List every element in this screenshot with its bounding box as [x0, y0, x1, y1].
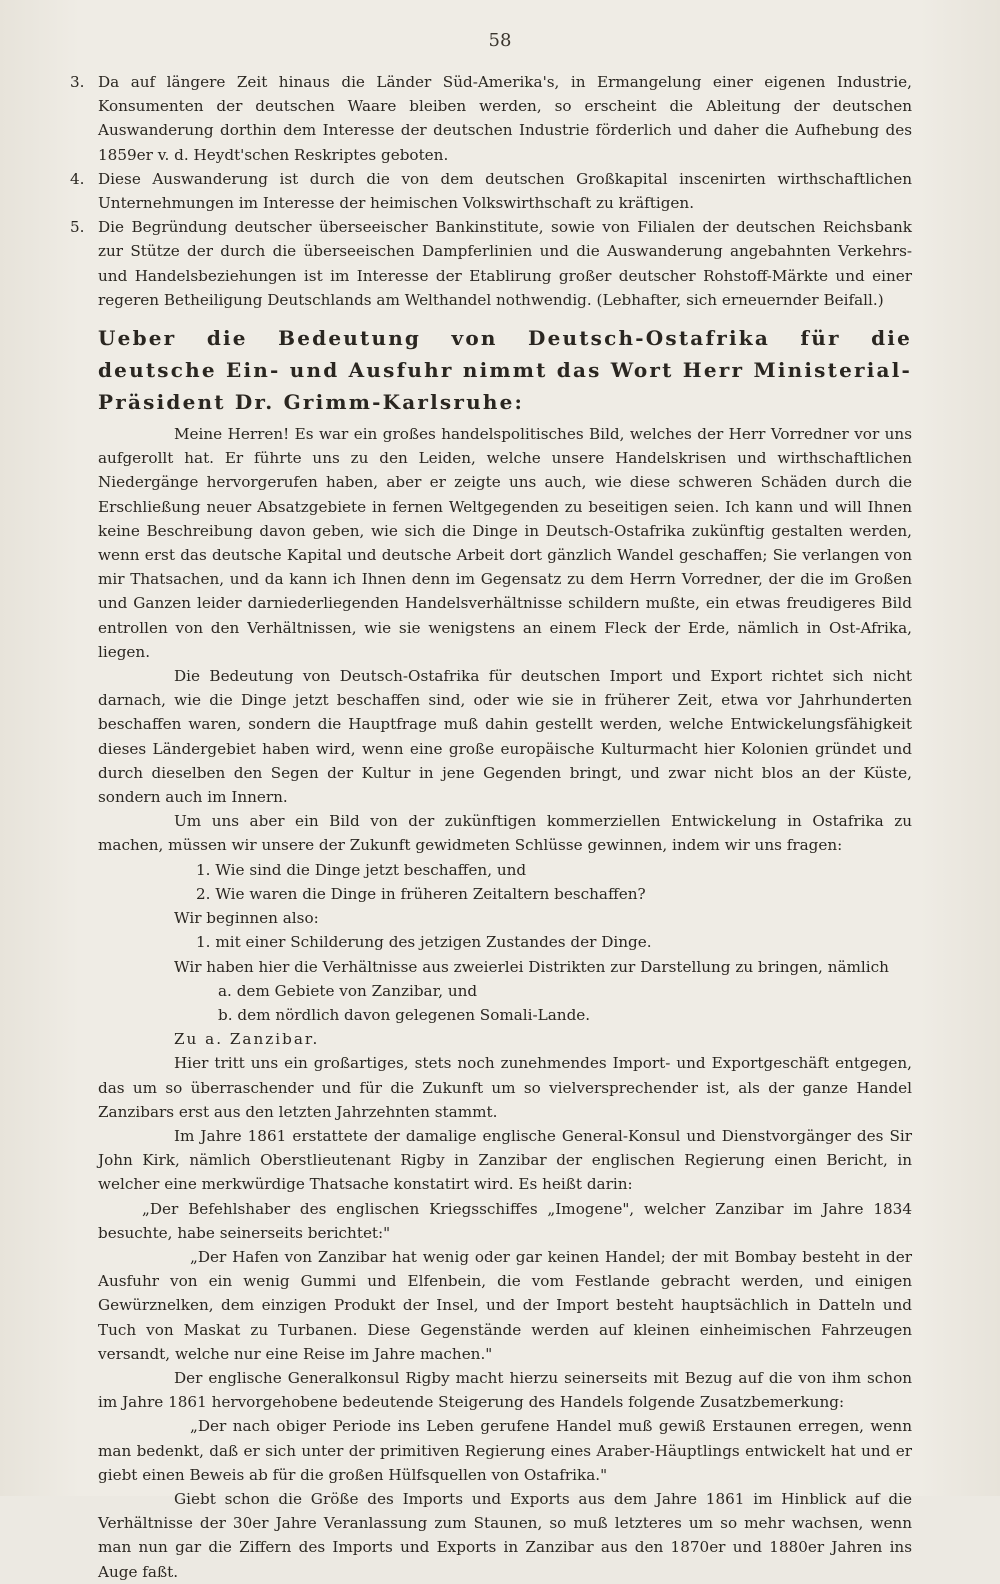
item-number: 5. — [70, 218, 85, 237]
question-item: 2. Wie waren die Dinge in früheren Zeitaltern beschaffen? — [196, 884, 646, 903]
item-text: Da auf längere Zeit hinaus die Länder Süd-Amerika's, in Ermangelung einer eigenen Industrie, Konsumenten der deutschen Waare bleiben werden, so erscheint die Ableitung der deutschen Auswanderung dorthin dem Interesse der deutschen Industrie förderlich und daher die Aufhebung des 1859er v. d. Heydt'schen Reskriptes geboten. — [98, 73, 912, 164]
item-number: 4. — [70, 169, 85, 188]
list-item — [70, 167, 912, 215]
paragraph: Hier tritt uns ein großartiges, stets noch zunehmendes Import- und Exportgeschäft entgegen, das um so überraschender und für die Zukunft um so vielversprechender ist, als der ganze Handel Zanzibars erst aus den letzten Jahrzehnten stammt. — [98, 1054, 912, 1121]
list-item — [70, 215, 912, 312]
list-item: a. dem Gebiete von Zanzibar, und — [218, 981, 478, 1000]
page-content — [70, 70, 912, 1584]
paragraph: Giebt schon die Größe des Imports und Exports aus dem Jahre 1861 im Hinblick auf die Verhältnisse der 30er Jahre Veranlassung zum Staunen, so muß letzteres um so mehr wachsen, wenn man nun gar die Ziffern des Imports und Exports in Zanzibar aus den 1870er und 1880er Jahren ins Auge faßt. — [98, 1489, 912, 1581]
paragraph: Im Jahre 1861 erstattete der damalige englische General-Konsul und Dienstvorgänger des Sir John Kirk, nämlich Oberstlieutenant Rigby in Zanzibar der englischen Regierung einen Bericht, in welcher eine merkwürdige Thatsache konstatirt wird. Es heißt darin: — [98, 1126, 912, 1194]
page-number: 58 — [488, 30, 512, 51]
list-item: b. dem nördlich davon gelegenen Somali-Lande. — [218, 1005, 591, 1024]
item-number: 3. — [70, 73, 85, 91]
list-item — [70, 70, 912, 167]
quote: „Der Hafen von Zanzibar hat wenig oder gar keinen Handel; der mit Bombay besteht in der Ausfuhr von ein wenig Gummi und Elfenbein, die vom Festlande gebracht werden, und einigen Gewürznelken, dem einzigen Produkt der Insel, und der Import besteht hauptsächlich in Datteln und Tuch von Maskat zu Turbanen. Diese Gegenstände werden auf kleinen einheimischen Fahrzeugen versandt, welche nur eine Reise im Jahre machen." — [98, 1247, 912, 1363]
item-text: Die Begründung deutscher überseeischer Bankinstitute, sowie von Filialen der deutschen Reichsbank zur Stütze der durch die überseeischen Dampferlinien und die Auswanderung angebahnten Verkehrs- und Handelsbeziehungen ist im Interesse der Etablirung großer deutscher Rohstoff-Märkte und einer regeren Betheiligung Deutschlands am Welthandel nothwendig. (Lebhafter, sich erneuernder Beifall.) — [98, 218, 912, 309]
quote: „Der Befehlshaber des englischen Kriegsschiffes „Imogene", welcher Zanzibar im Jahre 1834 besuchte, habe seinerseits berichtet:" — [98, 1199, 912, 1242]
paragraph: Der englische Generalkonsul Rigby macht hierzu seinerseits mit Bezug auf die von ihm schon im Jahre 1861 hervorgehobene bedeutende Steigerung des Handels folgende Zusatzbemerkung: — [98, 1368, 912, 1412]
paragraph: Wir beginnen also: — [174, 909, 319, 928]
subheading: Zu a. Zanzibar. — [174, 1030, 320, 1049]
paragraph: Um uns aber ein Bild von der zukünftigen kommerziellen Entwickelung in Ostafrika zu machen, müssen wir unsere der Zukunft gewidmeten Schlüsse gewinnen, indem wir uns fragen: — [98, 812, 912, 855]
question-item: 1. Wie sind die Dinge jetzt beschaffen, und — [196, 860, 527, 879]
paragraph: Meine Herren! Es war ein großes handelspolitisches Bild, welches der Herr Vorredner vor uns aufgerollt hat. Er führte uns zu den Leiden, welche unsere Handelskrisen und wirthschaftlichen Niedergänge hervorgerufen haben, aber er zeigte uns auch, wie diese schweren Schäden durch die Erschließung neuer Absatzgebiete in fernen Weltgegenden zu beseitigen seien. Ich kann und will Ihnen keine Beschreibung davon geben, wie sich die Dinge in Deutsch-Ostafrika zukünftig gestalten werden, wenn erst das deutsche Kapital und deutsche Arbeit dort gänzlich Wandel geschaffen; Sie verlangen von mir Thatsachen, und da kann ich Ihnen denn im Gegensatz zu dem Herrn Vorredner, der die im Großen und Ganzen leider darniederliegenden Handelsverhältnisse schildern mußte, ein etwas freudigeres Bild entrollen von den Verhältnissen, wie sie wenigstens an einem Fleck der Erde, nämlich in Ost-Afrika, liegen. — [98, 425, 912, 661]
paragraph: Wir haben hier die Verhältnisse aus zweierlei Distrikten zur Darstellung zu bringen, nämlich — [174, 957, 889, 976]
list-item: 1. mit einer Schilderung des jetzigen Zustandes der Dinge. — [196, 933, 652, 952]
paragraph: Die Bedeutung von Deutsch-Ostafrika für deutschen Import und Export richtet sich nicht darnach, wie die Dinge jetzt beschaffen sind, oder wie sie in früherer Zeit, etwa vor Jahrhunderten beschaffen waren, sondern die Hauptfrage muß dahin gestellt werden, welche Entwickelungsfähigkeit dieses Ländergebiet haben wird, wenn eine große europäische Kulturmacht hier Kolonien gründet und durch dieselben den Segen der Kultur in jene Gegenden bringt, und zwar nicht blos an der Küste, sondern auch im Innern. — [98, 667, 912, 807]
item-text: Diese Auswanderung ist durch die von dem deutschen Großkapital inscenirten wirthschaftlichen Unternehmungen im Interesse der heimischen Volkswirthschaft zu kräftigen. — [98, 169, 912, 213]
section-heading: Ueber die Bedeutung von Deutsch-Ostafrika für die deutsche Ein- und Ausfuhr nimmt das Wort Herr Ministerial-Präsident Dr. Grimm-Karlsruhe: — [98, 326, 912, 415]
quote: „Der nach obiger Periode ins Leben gerufene Handel muß gewiß Erstaunen erregen, wenn man bedenkt, daß er sich unter der primitiven Regierung eines Araber-Häuptlings entwickelt hat und er giebt einen Beweis ab für die großen Hülfsquellen von Ostafrika." — [98, 1417, 912, 1484]
